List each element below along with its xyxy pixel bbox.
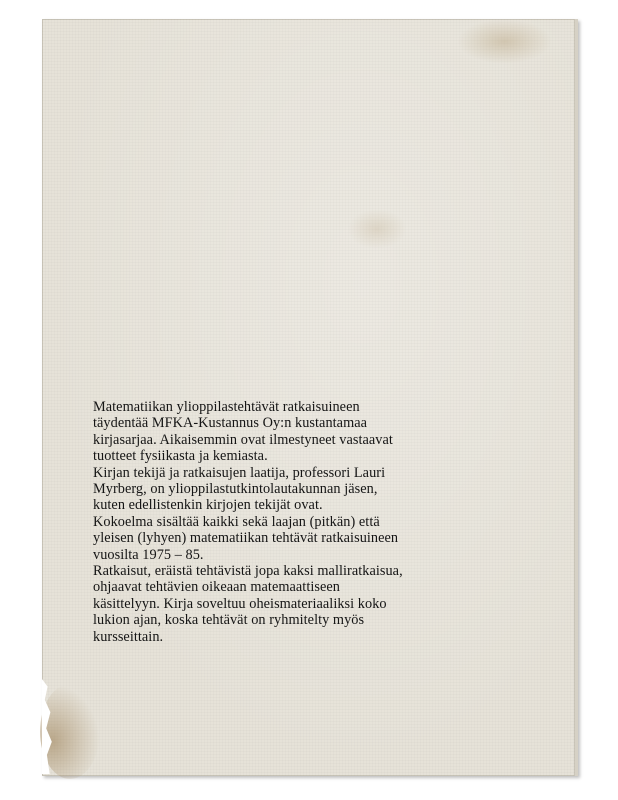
blurb-line: Ratkaisut, eräistä tehtävistä jopa kaksi malliratkaisua, <box>93 563 403 580</box>
blurb-line: ohjaavat tehtävien oikeaan matemaattiseen <box>93 579 340 596</box>
blurb-line: kirjasarjaa. Aikaisemmin ovat ilmestyneet vastaavat <box>93 431 393 448</box>
stain-bottom-left <box>40 684 100 779</box>
blurb-line: Myrberg, on ylioppilastutkintolautakunnan jäsen, <box>93 481 378 498</box>
blurb-line: tuotteet fysiikasta ja kemiasta. <box>93 448 268 465</box>
blurb-line: kursseittain. <box>93 628 164 645</box>
blurb-line: lukion ajan, koska tehtävät on ryhmitelty myös <box>93 612 365 629</box>
blurb-line: Kirjan tekijä ja ratkaisujen laatija, professori Lauri <box>93 464 386 481</box>
stain-top-right <box>457 19 552 64</box>
blurb-line: Matematiikan ylioppilastehtävät ratkaisuineen <box>93 399 360 415</box>
back-cover-blurb <box>93 399 513 645</box>
blurb-line: Kokoelma sisältää kaikki sekä laajan (pitkän) että <box>93 513 380 530</box>
blurb-line: kuten edellistenkin kirjojen tekijät ovat. <box>93 497 323 514</box>
blurb-line: vuosilta 1975 – 85. <box>93 546 204 563</box>
stain-middle <box>347 209 407 249</box>
blurb-line: täydentää MFKA-Kustannus Oy:n kustantamaa <box>93 415 368 432</box>
blurb-line: käsittelyyn. Kirja soveltuu oheismateriaaliksi koko <box>93 595 387 612</box>
blurb-line: yleisen (lyhyen) matematiikan tehtävät ratkaisuineen <box>93 530 399 547</box>
book-back-cover <box>42 19 578 776</box>
